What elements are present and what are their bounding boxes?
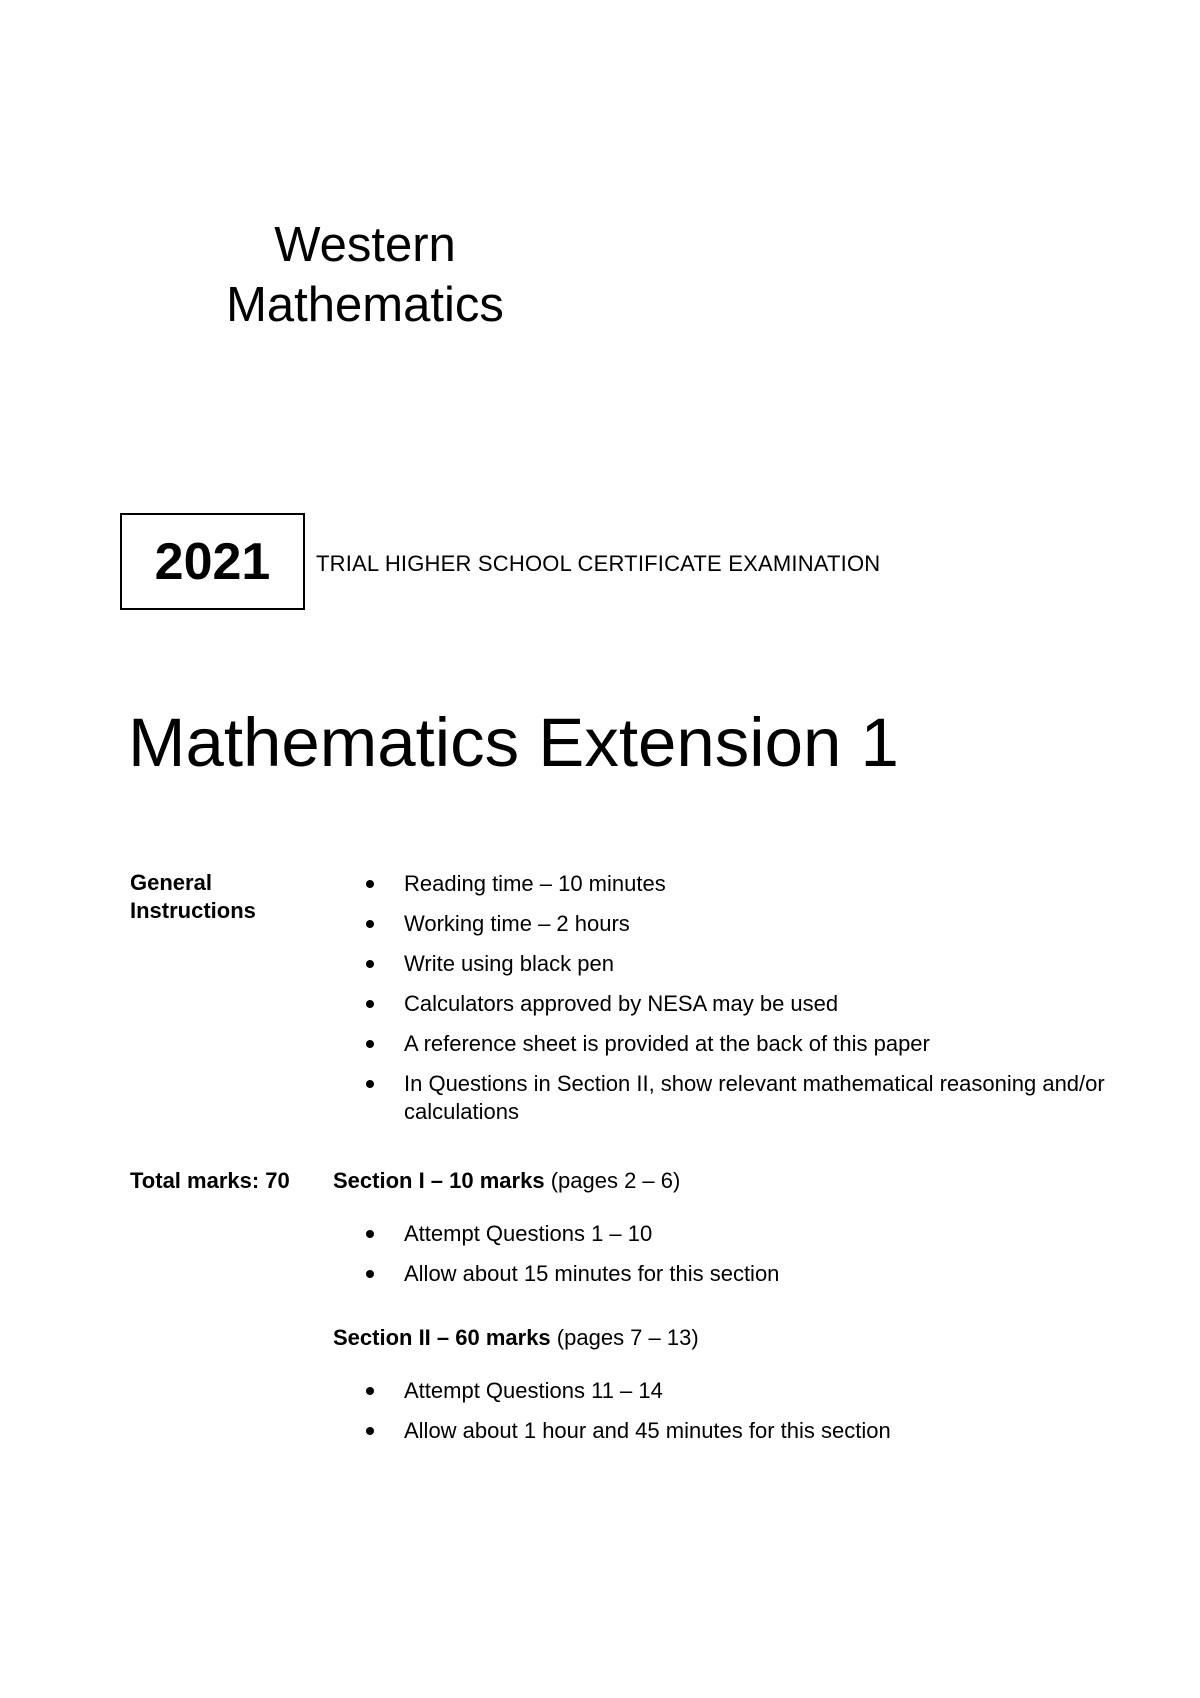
list-item bbox=[366, 1220, 1126, 1248]
bullet-icon bbox=[366, 1270, 374, 1278]
section-1-list bbox=[366, 1220, 1126, 1288]
instruction-text: Write using black pen bbox=[404, 951, 614, 976]
section-2-list bbox=[366, 1377, 1126, 1445]
section-1-heading bbox=[333, 1167, 680, 1195]
section-item-text: Allow about 1 hour and 45 minutes for this section bbox=[404, 1418, 891, 1443]
section-2-title: Section II – 60 marks bbox=[333, 1325, 551, 1350]
instruction-text: Reading time – 10 minutes bbox=[404, 871, 666, 896]
instruction-text: Working time – 2 hours bbox=[404, 911, 630, 936]
section-item-text: Attempt Questions 1 – 10 bbox=[404, 1221, 653, 1246]
general-instructions-label: General Instructions bbox=[130, 870, 256, 923]
school-name-line1: Western bbox=[274, 218, 456, 272]
list-item bbox=[366, 1070, 1124, 1126]
list-item bbox=[366, 1260, 1126, 1288]
exam-type: TRIAL HIGHER SCHOOL CERTIFICATE EXAMINATION bbox=[316, 551, 881, 576]
section-item-text: Attempt Questions 11 – 14 bbox=[404, 1378, 663, 1403]
bullet-icon bbox=[366, 1080, 374, 1088]
section-1-title: Section I – 10 marks bbox=[333, 1168, 545, 1193]
section-item-text: Allow about 15 minutes for this section bbox=[404, 1261, 780, 1286]
bullet-icon bbox=[366, 1427, 374, 1435]
bullet-icon bbox=[366, 960, 374, 968]
bullet-icon bbox=[366, 1040, 374, 1048]
bullet-icon bbox=[366, 1000, 374, 1008]
section-1-pages: (pages 2 – 6) bbox=[550, 1168, 681, 1193]
instruction-text: In Questions in Section II, show relevant mathematical reasoning and/or calculations bbox=[404, 1071, 1105, 1124]
bullet-icon bbox=[366, 880, 374, 888]
instruction-text: A reference sheet is provided at the back of this paper bbox=[404, 1031, 930, 1056]
total-marks-label: Total marks: 70 bbox=[130, 1168, 290, 1193]
school-name-line2: Mathematics bbox=[226, 278, 504, 332]
year-box bbox=[120, 513, 305, 610]
section-2-pages: (pages 7 – 13) bbox=[556, 1325, 699, 1350]
list-item bbox=[366, 950, 1126, 978]
instruction-text: Calculators approved by NESA may be used bbox=[404, 991, 839, 1016]
bullet-icon bbox=[366, 920, 374, 928]
school-name bbox=[200, 215, 530, 335]
bullet-icon bbox=[366, 1230, 374, 1238]
general-instructions-list bbox=[366, 870, 1126, 1126]
bullet-icon bbox=[366, 1387, 374, 1395]
year-label: 2021 bbox=[154, 532, 271, 591]
subject-title: Mathematics Extension 1 bbox=[128, 704, 899, 781]
list-item bbox=[366, 870, 1126, 898]
list-item bbox=[366, 1030, 1126, 1058]
list-item bbox=[366, 990, 1126, 1018]
list-item bbox=[366, 1417, 1126, 1445]
section-2-heading bbox=[333, 1324, 699, 1352]
list-item bbox=[366, 1377, 1126, 1405]
list-item bbox=[366, 910, 1126, 938]
